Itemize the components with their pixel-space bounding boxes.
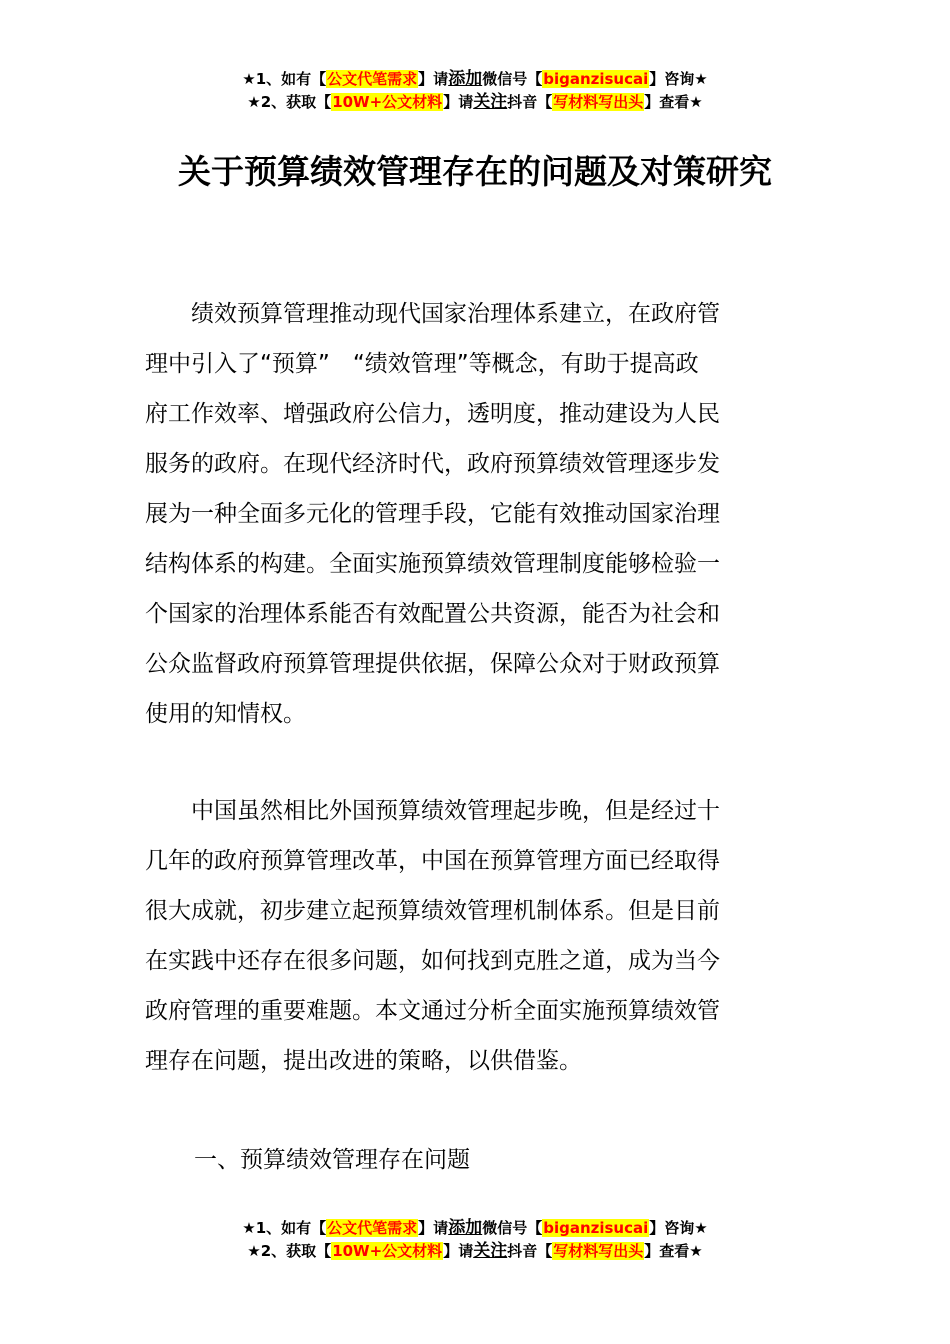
paragraph-line: 展为一种全面多元化的管理手段，它能有效推动国家治理 — [145, 501, 720, 527]
paragraph-line: 在实践中还存在很多问题，如何找到克胜之道，成为当今 — [145, 948, 720, 974]
promo-line-2 — [0, 91, 950, 114]
paragraph-line: 服务的政府。在现代经济时代，政府预算绩效管理逐步发 — [145, 451, 720, 477]
promo-text: 】请 — [443, 93, 474, 111]
promo-emphasis: 添加 — [448, 1218, 483, 1238]
promo-text: 】查看★ — [644, 93, 703, 111]
paragraph-line: 中国虽然相比外国预算绩效管理起步晚，但是经过十 — [145, 798, 720, 824]
promo-text: 】请 — [418, 70, 449, 88]
paragraph-line: 绩效预算管理推动现代国家治理体系建立，在政府管 — [145, 301, 720, 327]
promo-line-2 — [0, 1240, 950, 1263]
promo-text: ★2、获取【 — [247, 93, 332, 111]
paragraph-line: 公众监督政府预算管理提供依据，保障公众对于财政预算 — [145, 651, 720, 677]
promo-douyin-id: 写材料写出头 — [553, 93, 644, 111]
promo-highlight: 公文代笔需求 — [327, 1219, 418, 1237]
paragraph-line: 结构体系的构建。全面实施预算绩效管理制度能够检验一 — [145, 551, 720, 577]
promo-text: 】请 — [443, 1242, 474, 1260]
section-heading: 一、预算绩效管理存在问题 — [194, 1147, 470, 1173]
paragraph-line: 府工作效率、增强政府公信力，透明度，推动建设为人民 — [145, 401, 720, 427]
promo-douyin-id: 写材料写出头 — [553, 1242, 644, 1260]
promo-highlight: 10W+公文材料 — [332, 1242, 443, 1260]
promo-highlight: 10W+公文材料 — [332, 93, 443, 111]
footer-promo — [0, 1217, 950, 1263]
document-title: 关于预算绩效管理存在的问题及对策研究 — [178, 152, 772, 191]
promo-text: ★2、获取【 — [247, 1242, 332, 1260]
promo-emphasis: 关注 — [473, 1241, 508, 1261]
promo-text: 抖音【 — [507, 1242, 553, 1260]
promo-text: ★1、如有【 — [242, 1219, 327, 1237]
promo-text: 抖音【 — [507, 93, 553, 111]
paragraph-1 — [145, 289, 810, 739]
promo-wechat-id: biganzisucai — [543, 70, 649, 88]
paragraph-line: 政府管理的重要难题。本文通过分析全面实施预算绩效管 — [145, 998, 720, 1024]
promo-text: 】请 — [418, 1219, 449, 1237]
paragraph-line: 理存在问题，提出改进的策略，以供借鉴。 — [145, 1048, 582, 1074]
paragraph-line: 使用的知情权。 — [145, 701, 306, 727]
paragraph-line: 理中引入了“预算” “绩效管理”等概念，有助于提高政 — [145, 351, 699, 377]
promo-text: 】咨询★ — [649, 1219, 708, 1237]
promo-text: 】咨询★ — [649, 70, 708, 88]
promo-text: ★1、如有【 — [242, 70, 327, 88]
promo-line-1 — [0, 1217, 950, 1240]
promo-highlight: 公文代笔需求 — [327, 70, 418, 88]
paragraph-line: 很大成就，初步建立起预算绩效管理机制体系。但是目前 — [145, 898, 720, 924]
promo-wechat-id: biganzisucai — [543, 1219, 649, 1237]
promo-text: 】查看★ — [644, 1242, 703, 1260]
header-promo — [0, 68, 950, 114]
promo-line-1 — [0, 68, 950, 91]
promo-emphasis: 添加 — [448, 69, 483, 89]
paragraph-line: 个国家的治理体系能否有效配置公共资源，能否为社会和 — [145, 601, 720, 627]
paragraph-line: 几年的政府预算管理改革，中国在预算管理方面已经取得 — [145, 848, 720, 874]
promo-text: 微信号【 — [482, 1219, 543, 1237]
paragraph-2 — [145, 786, 810, 1086]
promo-text: 微信号【 — [482, 70, 543, 88]
promo-emphasis: 关注 — [473, 92, 508, 112]
